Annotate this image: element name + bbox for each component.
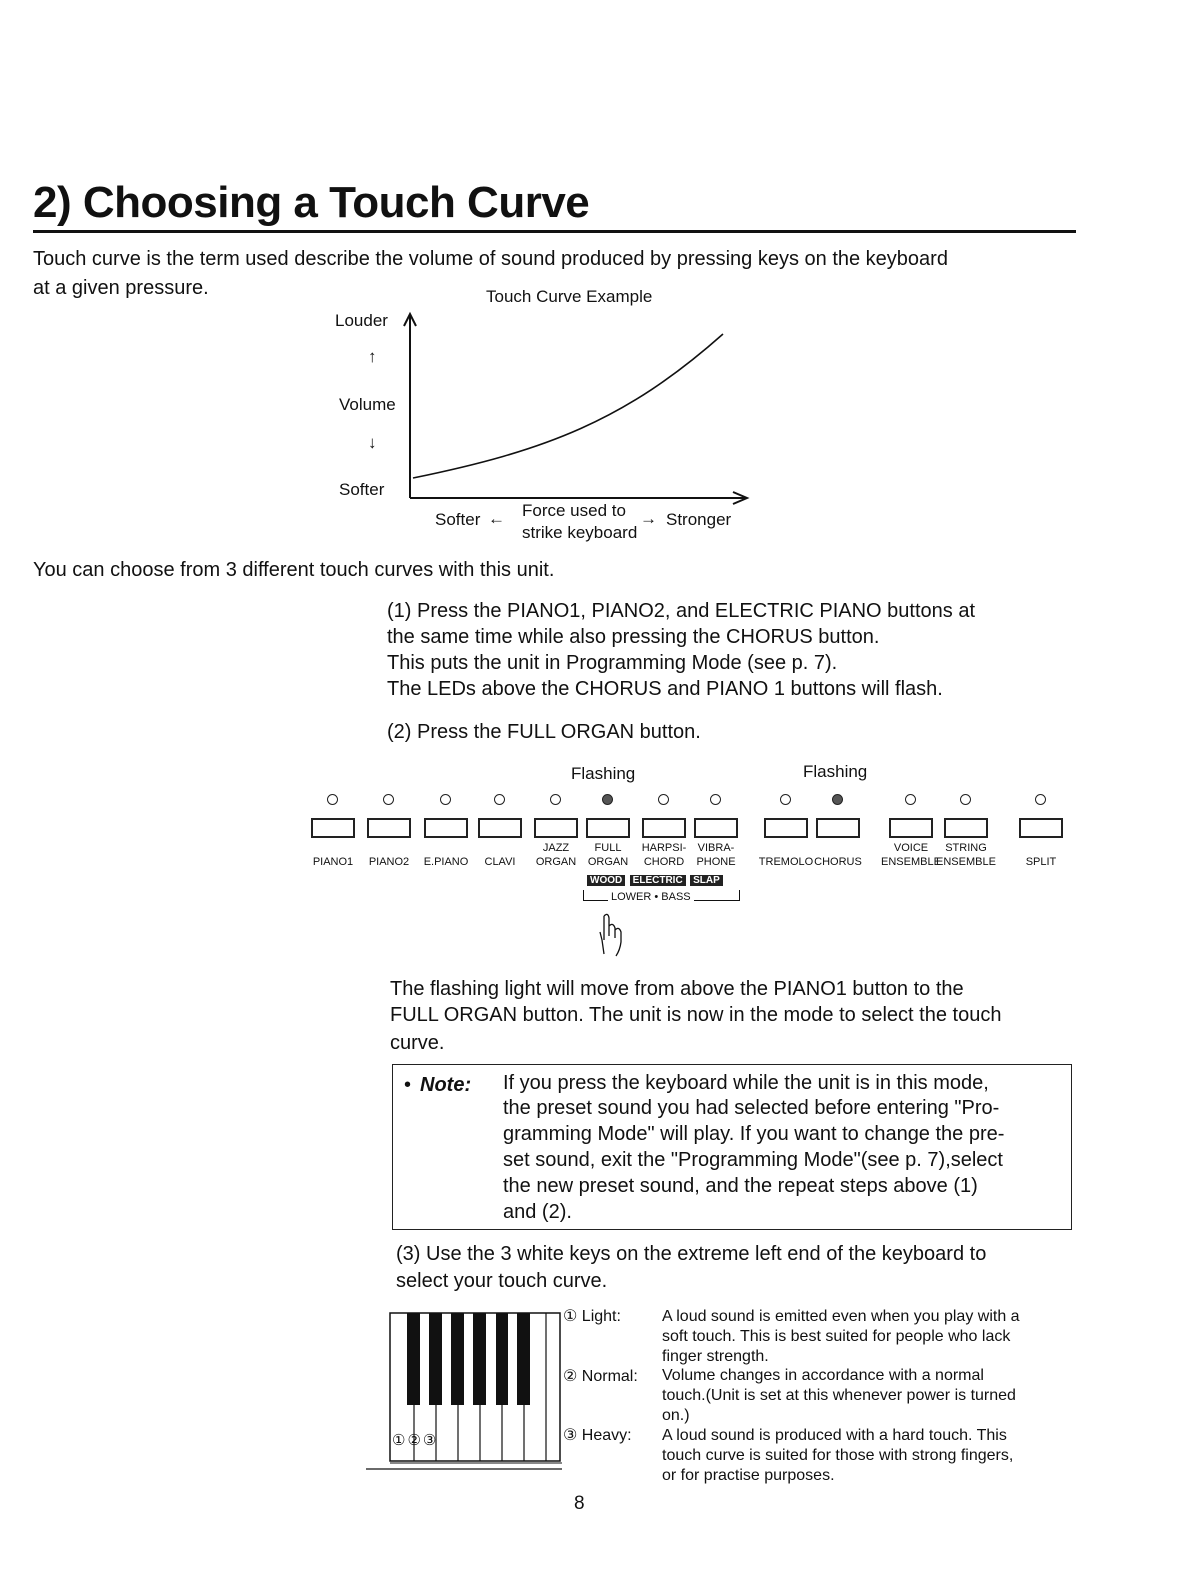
panel-button-label: SPLIT — [1025, 856, 1057, 868]
touch-curve-line — [413, 334, 723, 478]
panel-button-label: E.PIANO — [423, 856, 469, 868]
led-indicator — [327, 794, 338, 805]
panel-button[interactable] — [534, 818, 578, 838]
flashing-label-2: Flashing — [803, 762, 868, 781]
x-right-arrow-icon: → — [640, 509, 657, 528]
panel-button-label: ORGAN — [587, 856, 629, 868]
panel-button[interactable] — [694, 818, 738, 838]
panel-button-label-top: VOICE — [893, 842, 929, 854]
curve-heavy-line1: A loud sound is produced with a hard touch. This — [662, 1427, 1007, 1444]
curve-normal-line2: touch.(Unit is set at this whenever power is turned — [662, 1387, 1016, 1404]
badge-slap: SLAP — [690, 875, 723, 886]
y-label-louder: Louder — [335, 311, 388, 330]
led-indicator — [905, 794, 916, 805]
led-indicator — [710, 794, 721, 805]
panel-button-label: CLAVI — [484, 856, 516, 868]
touch-curve-plot — [395, 306, 755, 506]
after-line2: FULL ORGAN button. The unit is now in the mode to select the touch — [390, 1004, 1002, 1026]
panel-button[interactable] — [889, 818, 933, 838]
curve-light-line2: soft touch. This is best suited for people who lack — [662, 1328, 1011, 1345]
panel-button-label: TREMOLO — [758, 856, 814, 868]
note-line4: set sound, exit the "Programming Mode"(see p. 7),select — [503, 1149, 1003, 1171]
keyboard-key-numbers — [392, 1431, 438, 1449]
x-label-stronger: Stronger — [666, 510, 732, 529]
led-indicator — [832, 794, 843, 805]
panel-button-label-top: FULL — [594, 842, 622, 854]
led-indicator — [383, 794, 394, 805]
intro-line-2: at a given pressure. — [33, 277, 209, 299]
panel-button-label-top: STRING — [945, 842, 987, 854]
led-indicator — [602, 794, 613, 805]
up-arrow-icon: ↑ — [368, 347, 377, 366]
led-indicator — [658, 794, 669, 805]
step3-line1: (3) Use the 3 white keys on the extreme left end of the keyboard to — [396, 1243, 987, 1265]
panel-button[interactable] — [311, 818, 355, 838]
panel-button[interactable] — [1019, 818, 1063, 838]
page-number: 8 — [574, 1493, 585, 1514]
step3-line2: select your touch curve. — [396, 1270, 608, 1292]
flashing-label-1: Flashing — [571, 764, 636, 783]
led-indicator — [960, 794, 971, 805]
x-label-softer: Softer — [435, 510, 481, 529]
panel-button-label: ENSEMBLE — [936, 856, 996, 868]
intro-line-1: Touch curve is the term used describe the volume of sound produced by pressing keys on the keyboard — [33, 248, 948, 270]
y-label-volume: Volume — [339, 395, 396, 414]
key2-label: ② — [407, 1432, 423, 1449]
step1-line1: (1) Press the PIANO1, PIANO2, and ELECTRIC PIANO buttons at — [387, 600, 976, 622]
pointing-hand-icon — [594, 912, 630, 958]
chart-title: Touch Curve Example — [486, 287, 653, 306]
led-indicator — [440, 794, 451, 805]
panel-button-label-top: JAZZ — [542, 842, 570, 854]
page-title: 2) Choosing a Touch Curve — [33, 178, 590, 227]
curve-heavy-line3: or for practise purposes. — [662, 1467, 835, 1484]
key1-label: ① — [392, 1432, 408, 1449]
panel-button-label: PIANO2 — [368, 856, 410, 868]
panel-button[interactable] — [816, 818, 860, 838]
panel-button-label-top: HARPSI- — [641, 842, 687, 854]
note-line1: If you press the keyboard while the unit is in this mode, — [503, 1072, 989, 1094]
panel-button-label: ORGAN — [535, 856, 577, 868]
keyboard-illustration — [366, 1311, 566, 1475]
key3-label: ③ — [422, 1432, 439, 1449]
note-line6: and (2). — [503, 1201, 572, 1223]
badge-wood: WOOD — [587, 875, 625, 886]
panel-button[interactable] — [478, 818, 522, 838]
panel-button-label-top: VIBRA- — [697, 842, 735, 854]
lower-bass-label: LOWER • BASS — [608, 891, 694, 903]
choose-text: You can choose from 3 different touch curves with this unit. — [33, 559, 555, 581]
after-line1: The flashing light will move from above the PIANO1 button to the — [390, 978, 964, 1000]
panel-button-label: CHORD — [643, 856, 685, 868]
x-left-arrow-icon: ← — [488, 509, 505, 528]
x-label-force-2: strike keyboard — [522, 523, 638, 542]
note-line5: the new preset sound, and the repeat steps above (1) — [503, 1175, 978, 1197]
note-bullet: • — [404, 1074, 412, 1096]
step1-line2: the same time while also pressing the CHORUS button. — [387, 626, 880, 648]
curve-light-label: ① Light: — [563, 1308, 621, 1325]
panel-button-label: ENSEMBLE — [881, 856, 941, 868]
curve-normal-label: ② Normal: — [563, 1368, 638, 1385]
title-rule — [33, 230, 1076, 233]
mode-badges — [587, 872, 723, 888]
badge-electric: ELECTRIC — [630, 875, 686, 886]
led-indicator — [780, 794, 791, 805]
led-indicator — [1035, 794, 1046, 805]
curve-heavy-line2: touch curve is suited for those with strong fingers, — [662, 1447, 1014, 1464]
curve-heavy-label: ③ Heavy: — [563, 1427, 632, 1444]
panel-button[interactable] — [764, 818, 808, 838]
panel-button[interactable] — [424, 818, 468, 838]
x-label-force-1: Force used to — [522, 501, 626, 520]
panel-button[interactable] — [586, 818, 630, 838]
panel-button[interactable] — [944, 818, 988, 838]
panel-button-label: PIANO1 — [312, 856, 354, 868]
curve-normal-line1: Volume changes in accordance with a normal — [662, 1367, 984, 1384]
panel-button-label: CHORUS — [814, 856, 862, 868]
curve-light-line1: A loud sound is emitted even when you play with a — [662, 1308, 1020, 1325]
led-indicator — [494, 794, 505, 805]
note-label: Note: — [420, 1074, 472, 1096]
note-line3: gramming Mode" will play. If you want to change the pre- — [503, 1123, 1005, 1145]
panel-button-label: PHONE — [696, 856, 736, 868]
y-label-softer: Softer — [339, 480, 385, 499]
step1-line4: The LEDs above the CHORUS and PIANO 1 buttons will flash. — [387, 678, 943, 700]
note-line2: the preset sound you had selected before entering "Pro- — [503, 1097, 1000, 1119]
step1-line3: This puts the unit in Programming Mode (see p. 7). — [387, 652, 838, 674]
led-indicator — [550, 794, 561, 805]
curve-light-line3: finger strength. — [662, 1348, 769, 1365]
after-line3: curve. — [390, 1032, 445, 1054]
panel-button[interactable] — [367, 818, 411, 838]
panel-button[interactable] — [642, 818, 686, 838]
step2-text: (2) Press the FULL ORGAN button. — [387, 721, 701, 743]
down-arrow-icon: ↓ — [368, 433, 377, 452]
curve-normal-line3: on.) — [662, 1407, 690, 1424]
